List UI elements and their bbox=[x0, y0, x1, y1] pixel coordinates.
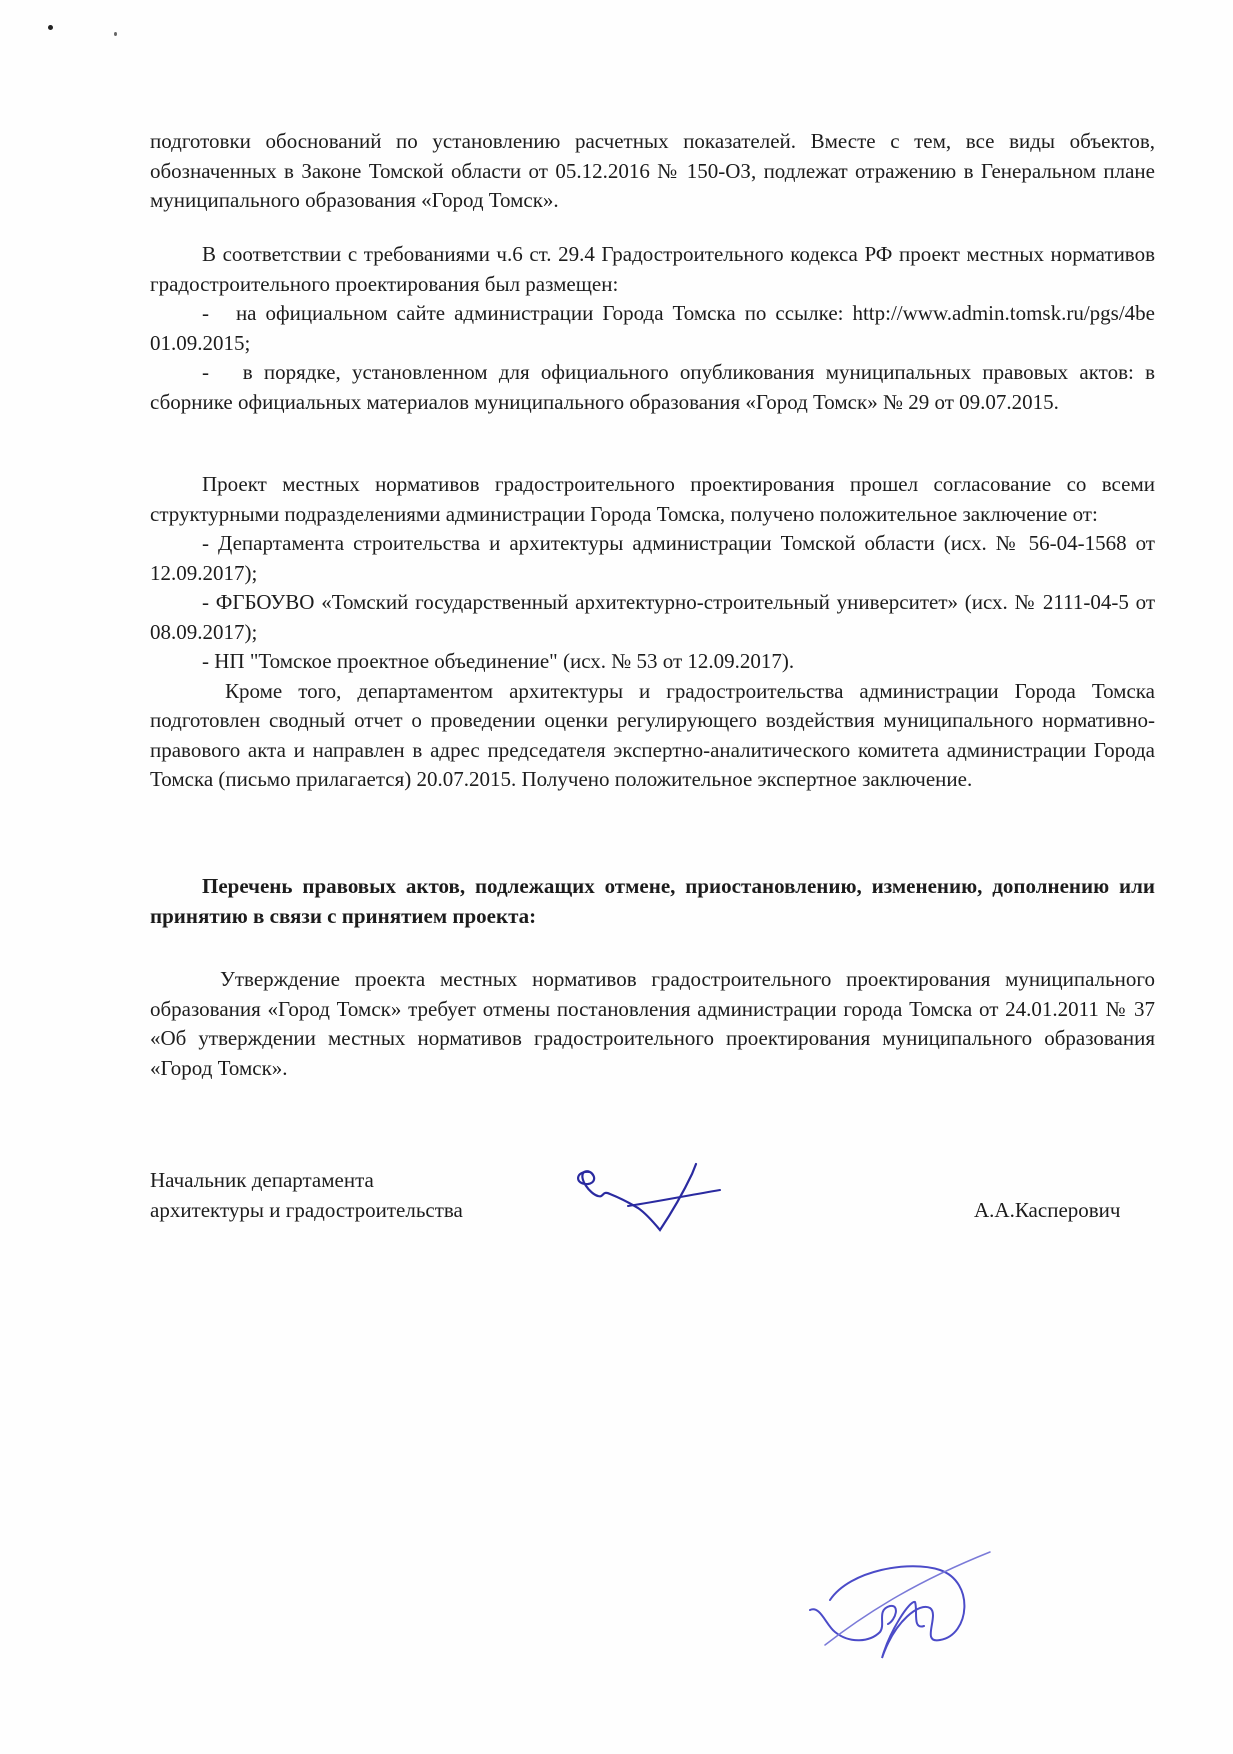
publication-item-collection: - в порядке, установленном для официального опубликования муниципальных правовых актов: в сборнике официальных материалов муниципального образования «Город Томск» № 29 от 09.07.2015. bbox=[150, 360, 1155, 414]
signatory-position bbox=[150, 1165, 463, 1225]
approval-item-university: - ФГБОУВО «Томский государственный архитектурно-строительный университет» (исх. № 2111-04-5 от 08.09.2017); bbox=[150, 590, 1155, 644]
legal-acts-heading: Перечень правовых актов, подлежащих отмене, приостановлению, изменению, дополнению или принятию в связи с принятием проекта: bbox=[150, 874, 1155, 928]
paragraph-objects bbox=[150, 127, 1155, 216]
scan-speck bbox=[48, 25, 53, 30]
paragraph-4: Кроме того, департаментом архитектуры и градостроительства администрации Города Томска подготовлен сводный отчет о проведении оценки регулирующего воздействия муниципального нормативно-правового акта и направлен в адрес председателя экспертно-аналитического комитета администрации Города Томска (письмо прилагается) 20.07.2015. Получено положительное экспертное заключение. bbox=[150, 678, 1155, 791]
signatory-position-line-1: Начальник департамента bbox=[150, 1168, 374, 1192]
scan-speck bbox=[114, 32, 117, 36]
signatory-name: А.А.Касперович bbox=[974, 1198, 1121, 1222]
publication-item-website: - на официальном сайте администрации Города Томска по ссылке: http://www.admin.tomsk.ru/pgs/4be 01.09.2015; bbox=[150, 301, 1155, 355]
paragraph-repeal bbox=[150, 965, 1155, 1083]
paragraph-2-intro: В соответствии с требованиями ч.6 ст. 29.4 Градостроительного кодекса РФ проект местных нормативов градостроительного проектирования был размещен: bbox=[150, 242, 1155, 296]
approval-item-department: - Департамента строительства и архитектуры администрации Томской области (исх. № 56-04-1568 от 12.09.2017); bbox=[150, 531, 1155, 585]
legal-acts-heading-block bbox=[150, 872, 1155, 931]
initials-mark bbox=[800, 1540, 1000, 1670]
paragraph-1: подготовки обоснований по установлению расчетных показателей. Вместе с тем, все виды объектов, обозначенных в Законе Томской области от 05.12.2016 № 150-ОЗ, подлежат отражению в Генеральном плане муниципального образования «Город Томск». bbox=[150, 129, 1155, 212]
paragraph-5: Утверждение проекта местных нормативов градостроительного проектирования муниципального образования «Город Томск» требует отмены постановления администрации города Томска от 24.01.2011 № 37 «Об утверждении местных нормативов градостроительного проектирования муниципального образования «Город Томск». bbox=[150, 967, 1155, 1080]
paragraph-publication bbox=[150, 240, 1155, 417]
handwritten-signature bbox=[570, 1160, 730, 1235]
signatory-position-line-2: архитектуры и градостроительства bbox=[150, 1198, 463, 1222]
approval-item-association: - НП "Томское проектное объединение" (исх. № 53 от 12.09.2017). bbox=[202, 649, 795, 673]
paragraph-3-intro: Проект местных нормативов градостроительного проектирования прошел согласование со всеми структурными подразделениями администрации Города Томска, получено положительное заключение от: bbox=[150, 472, 1155, 526]
paragraph-approvals bbox=[150, 470, 1155, 795]
